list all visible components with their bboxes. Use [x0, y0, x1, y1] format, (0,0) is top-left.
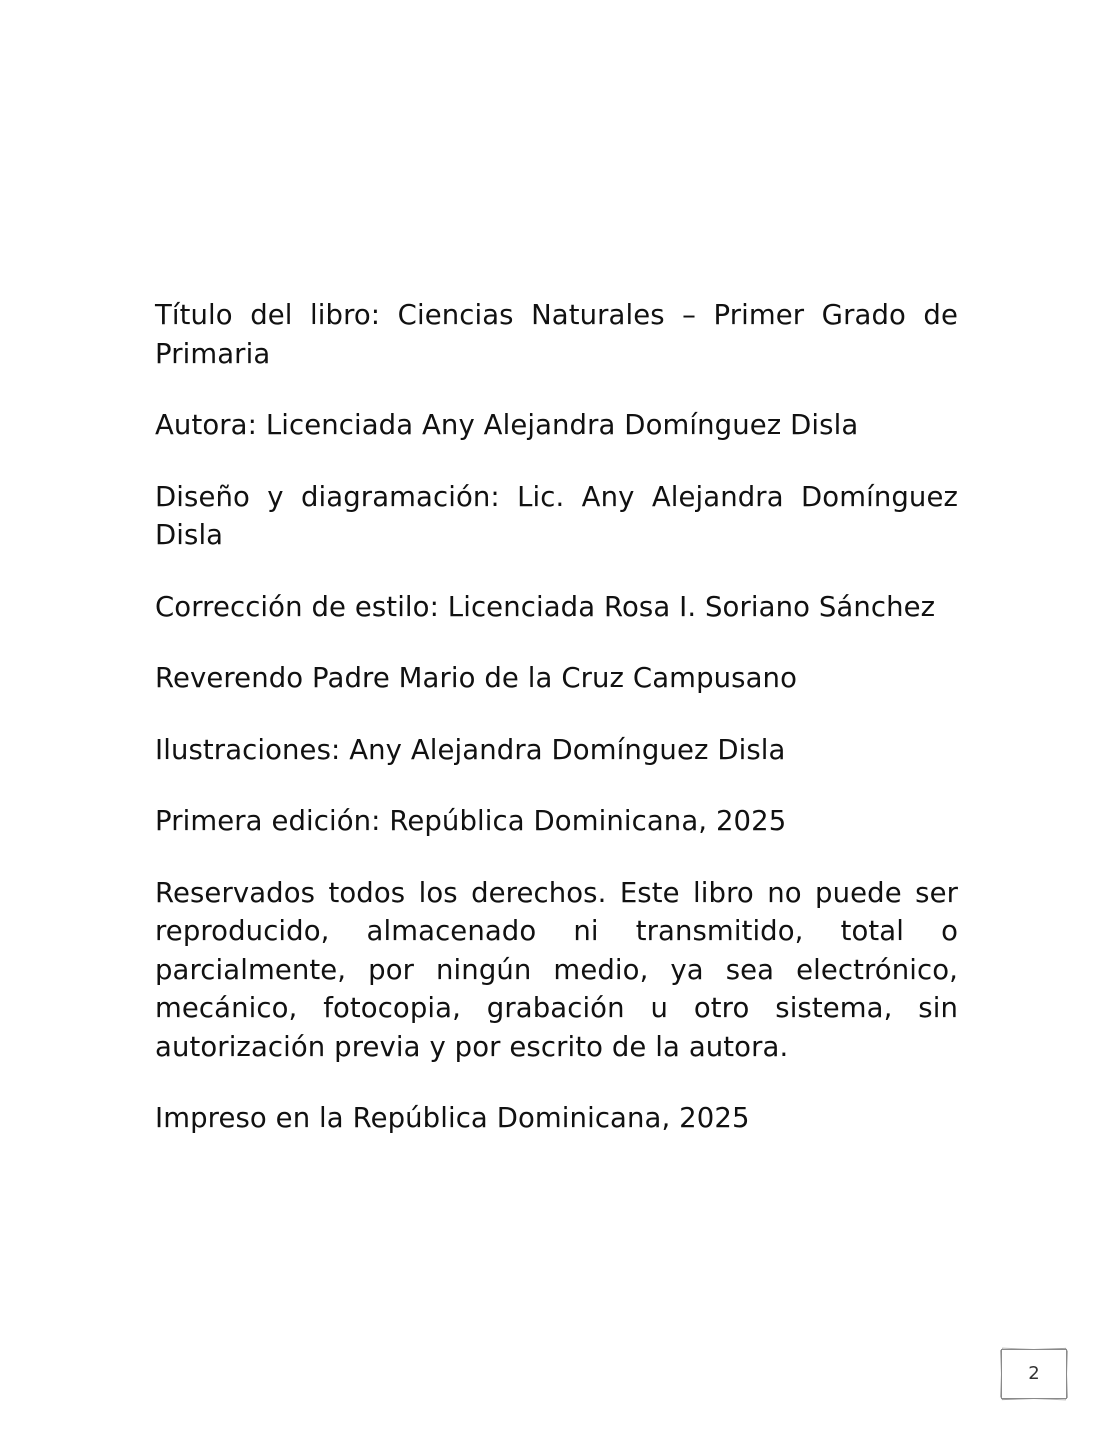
rights-reserved-paragraph: Reservados todos los derechos. Este libro no puede ser reproducido, almacenado ni transmitido, total o parcialmente, por ningún medio, ya sea electrónico, mecánico, fotocopia, grabación u otro sistema, sin autorización previa y por escrito de la autora. — [155, 876, 958, 1063]
author-line: Autora: Licenciada Any Alejandra Domínguez Disla — [155, 409, 859, 441]
copyright-page-content — [155, 296, 958, 1171]
first-edition-line: Primera edición: República Dominicana, 2025 — [155, 805, 787, 837]
book-title-line: Título del libro: Ciencias Naturales – Primer Grado de Primaria — [155, 299, 958, 370]
style-correction-line: Corrección de estilo: Licenciada Rosa I. Soriano Sánchez — [155, 590, 936, 623]
design-line: Diseño y diagramación: Lic. Any Alejandra Domínguez Disla — [155, 480, 958, 551]
page-number-box — [1001, 1349, 1067, 1399]
page-number: 2 — [1028, 1363, 1040, 1384]
reverend-line: Reverendo Padre Mario de la Cruz Campusano — [155, 662, 797, 694]
illustrations-line: Ilustraciones: Any Alejandra Domínguez Disla — [155, 733, 786, 766]
printed-in-line: Impreso en la República Dominicana, 2025 — [155, 1102, 750, 1134]
